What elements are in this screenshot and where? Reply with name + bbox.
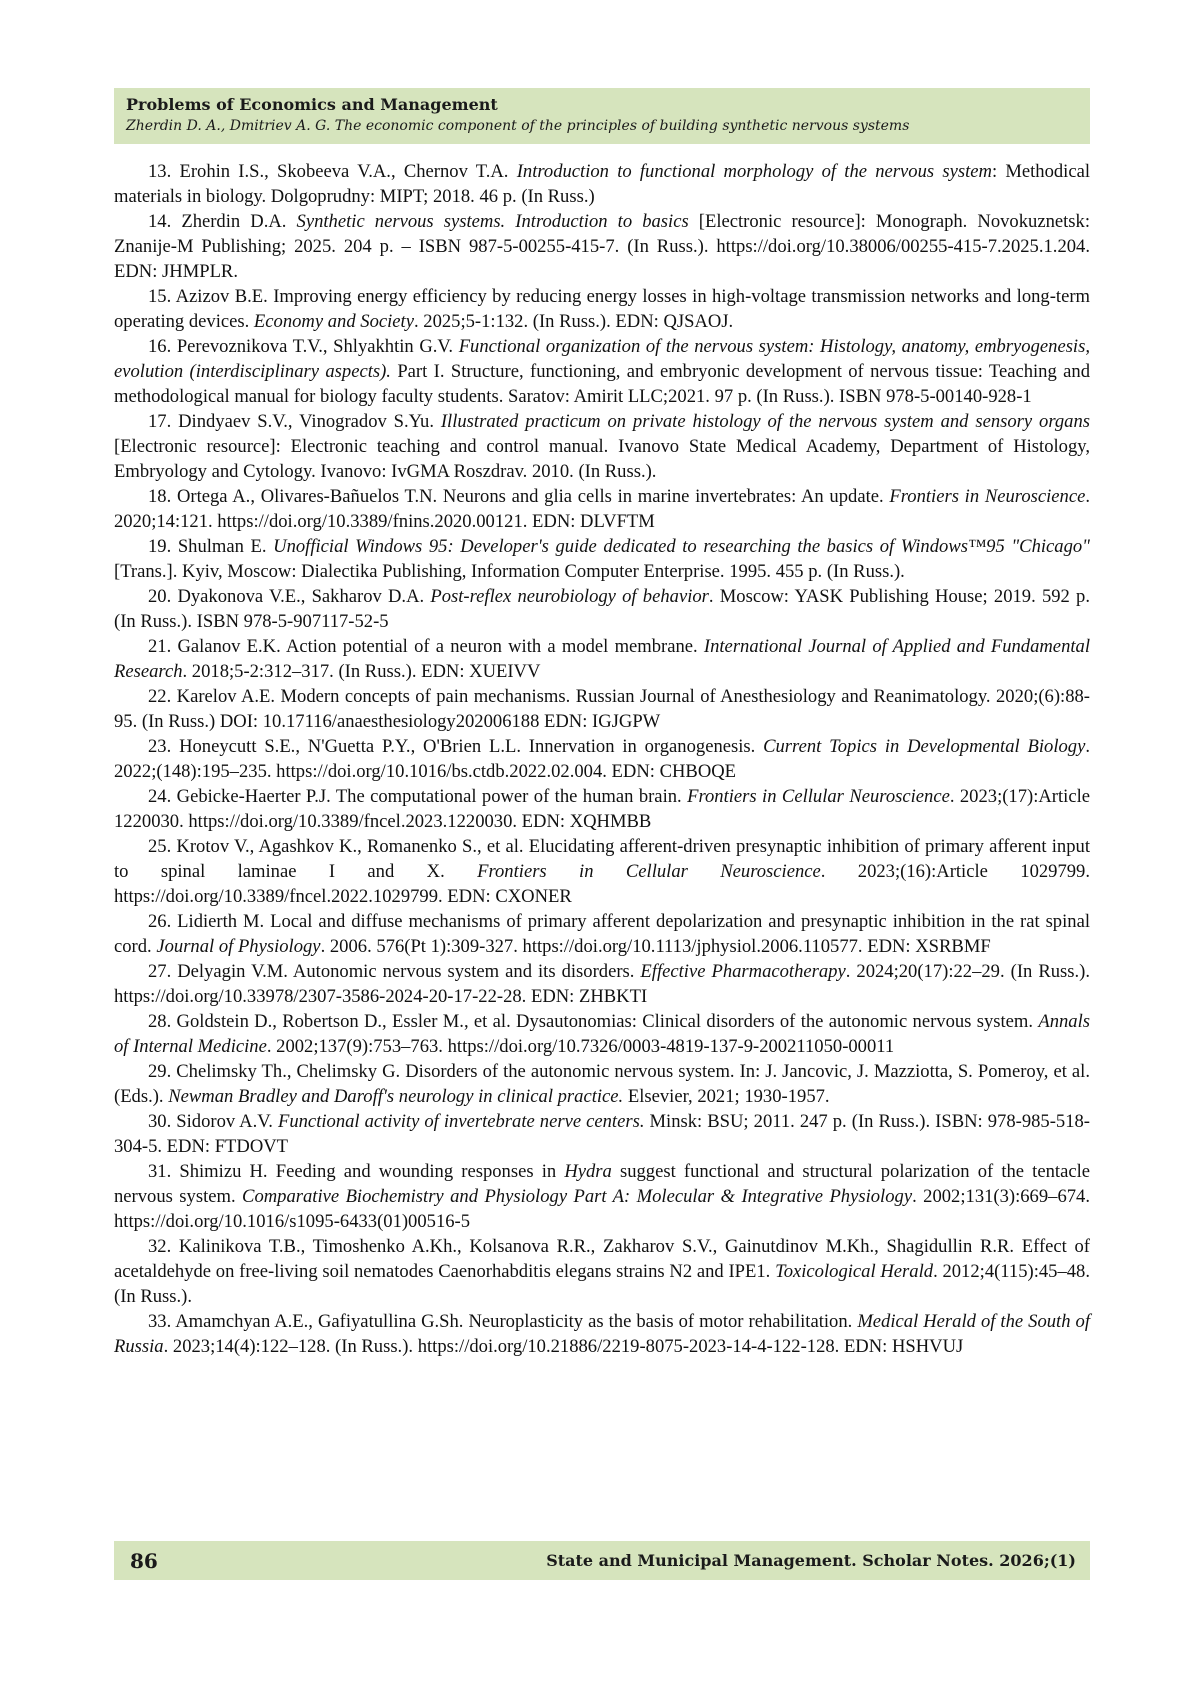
- reference-text: 31. Shimizu H. Feeding and wounding responses in: [148, 1161, 565, 1182]
- reference-text: 22. Karelov A.E. Modern concepts of pain mechanisms. Russian Journal of Anesthesiology and Reanimatology. 2020;(6):88-95. (In Russ.) DOI: 10.17116/anaesthesiology202006188 EDN: IGJGPW: [114, 686, 1090, 732]
- reference-text: 30. Sidorov A.V.: [148, 1111, 278, 1132]
- reference-text: 27. Delyagin V.M. Autonomic nervous system and its disorders.: [148, 961, 641, 982]
- reference-text: 32. Kalinikova T.B., Timoshenko A.Kh., Kolsanova R.R., Zakharov S.V., Gainutdinov M.Kh., Shagidullin R.R. Effect of acetaldehyde on free-living soil nematodes Caenorhabditis elegans strains N2 and IPE1.: [114, 1236, 1090, 1282]
- article-title: Zherdin D. A., Dmitriev A. G. The economic component of the principles of building synthetic nervous systems: [126, 118, 910, 134]
- reference-text: 29. Chelimsky Th., Chelimsky G. Disorders of the autonomic nervous system. In: J. Jancovic, J. Mazziotta, S. Pomeroy, et al. (Eds.).: [114, 1061, 1090, 1107]
- reference-item: [114, 584, 1090, 634]
- reference-source: Comparative Biochemistry and Physiology Part A: Molecular & Integrative Physiology: [242, 1186, 913, 1207]
- reference-item: [114, 209, 1090, 284]
- reference-item: [114, 159, 1090, 209]
- reference-text: 26. Lidierth M. Local and diffuse mechanisms of primary afferent depolarization and presynaptic inhibition in the rat spinal cord.: [114, 911, 1090, 957]
- reference-text: . 2002;137(9):753–763. https://doi.org/10.7326/0003-4819-137-9-200211050-00011: [266, 1036, 895, 1057]
- reference-text: 20. Dyakonova V.E., Sakharov D.A.: [148, 586, 431, 607]
- reference-source: Newman Bradley and Daroff's neurology in clinical practice.: [168, 1086, 624, 1107]
- reference-source: Toxicological Herald: [775, 1261, 934, 1282]
- reference-source: Synthetic nervous systems. Introduction to basics: [296, 211, 689, 232]
- reference-item: [114, 284, 1090, 334]
- reference-item: [114, 909, 1090, 959]
- footer-journal-title: State and Municipal Management. Scholar Notes. 2026;(1): [546, 1551, 1076, 1570]
- running-footer: [114, 1541, 1090, 1580]
- reference-text: . 2025;5-1:132. (In Russ.). EDN: QJSAOJ.: [413, 311, 734, 332]
- reference-text: [Trans.]. Kyiv, Moscow: Dialectika Publishing, Information Computer Enterprise. 1995. 455 p. (In Russ.).: [114, 561, 905, 582]
- reference-text: 21. Galanov E.K. Action potential of a neuron with a model membrane.: [148, 636, 704, 657]
- reference-item: [114, 534, 1090, 584]
- reference-text: 18. Ortega A., Olivares-Bañuelos T.N. Neurons and glia cells in marine invertebrates: An update.: [148, 486, 890, 507]
- reference-text: [Electronic resource]: Monograph. Novokuznetsk: Znanije-M Publishing; 2025. 204 p. – ISBN 987-5-00255-415-7. (In Russ.). https://doi.org/10.38006/00255-415-7.2025.1.204. EDN: JHMPLR.: [114, 211, 1090, 282]
- reference-item: [114, 1234, 1090, 1309]
- reference-item: [114, 409, 1090, 484]
- reference-text: 33. Amamchyan A.E., Gafiyatullina G.Sh. Neuroplasticity as the basis of motor rehabilitation.: [148, 1311, 858, 1332]
- reference-source: Frontiers in Cellular Neuroscience: [477, 861, 821, 882]
- reference-text: . 2023;14(4):122–128. (In Russ.). https://doi.org/10.21886/2219-8075-2023-14-4-122-128. EDN: HSHVUJ: [163, 1336, 964, 1357]
- reference-item: [114, 734, 1090, 784]
- journal-title: Problems of Economics and Management: [126, 95, 498, 114]
- reference-text: . 2024;20(17):22–29. (In Russ.). https://doi.org/10.33978/2307-3586-2024-20-17-22-28. EDN: ZHBKTI: [114, 961, 1090, 1007]
- reference-source: Frontiers in Neuroscience: [889, 486, 1086, 507]
- reference-source: Introduction to functional morphology of the nervous system: [516, 161, 992, 182]
- reference-item: [114, 334, 1090, 409]
- reference-item: [114, 484, 1090, 534]
- reference-item: [114, 1059, 1090, 1109]
- reference-item: [114, 784, 1090, 834]
- reference-text: 28. Goldstein D., Robertson D., Essler M., et al. Dysautonomias: Clinical disorders of the autonomic nervous system.: [148, 1011, 1039, 1032]
- reference-text: 17. Dindyaev S.V., Vinogradov S.Yu.: [148, 411, 441, 432]
- reference-source: Post-reflex neurobiology of behavior: [430, 586, 709, 607]
- reference-item: [114, 1159, 1090, 1234]
- page-number: 86: [130, 1548, 158, 1573]
- reference-text: . 2012;4(115):45–48. (In Russ.).: [114, 1261, 1090, 1307]
- reference-item: [114, 684, 1090, 734]
- reference-source: Illustrated practicum on private histology of the nervous system and sensory organs: [440, 411, 1090, 432]
- reference-source: Journal of Physiology: [156, 936, 321, 957]
- reference-text: : Methodical materials in biology. Dolgoprudny: MIPT; 2018. 46 p. (In Russ.): [114, 161, 1091, 207]
- reference-item: [114, 834, 1090, 909]
- reference-source: Effective Pharmacotherapy: [640, 961, 846, 982]
- reference-text: Elsevier, 2021; 1930-1957.: [623, 1086, 830, 1107]
- reference-text: . 2023;(17):Article 1220030. https://doi.org/10.3389/fncel.2023.1220030. EDN: XQHMBB: [114, 786, 1091, 832]
- reference-text: . 2006. 576(Pt 1):309-327. https://doi.org/10.1113/jphysiol.2006.110577. EDN: XSRBMF: [320, 936, 991, 957]
- reference-source: Annals of Internal Medicine: [114, 1011, 1090, 1057]
- reference-item: [114, 634, 1090, 684]
- reference-text: 19. Shulman E.: [148, 536, 274, 557]
- reference-text: . 2020;14:121. https://doi.org/10.3389/fnins.2020.00121. EDN: DLVFTM: [114, 486, 1090, 532]
- reference-text: 24. Gebicke-Haerter P.J. The computational power of the human brain.: [148, 786, 688, 807]
- reference-text: . Moscow: YASK Publishing House; 2019. 592 p. (In Russ.). ISBN 978-5-907117-52-5: [114, 586, 1090, 632]
- running-header: [114, 88, 1090, 144]
- reference-list: [114, 159, 1090, 1359]
- reference-text: [Electronic resource]: Electronic teaching and control manual. Ivanovo State Medical Academy, Department of Histology, Embryology and Cytology. Ivanovo: IvGMA Roszdrav. 2010. (In Russ.).: [114, 436, 1090, 482]
- reference-text: 13. Erohin I.S., Skobeeva V.A., Chernov T.A.: [148, 161, 517, 182]
- reference-text: Part I. Structure, functioning, and embryonic development of nervous tissue: Teaching and methodological manual for biology faculty students. Saratov: Amirit LLC;2021. 97 p. (In Russ.). ISBN 978-5-00140-928-1: [114, 361, 1090, 407]
- reference-text: 14. Zherdin D.A.: [148, 211, 297, 232]
- reference-text: 23. Honeycutt S.E., N'Guetta P.Y., O'Brien L.L. Innervation in organogenesis.: [148, 736, 764, 757]
- reference-source: International Journal of Applied and Fundamental Research: [114, 636, 1090, 682]
- reference-text: 15. Azizov B.E. Improving energy efficiency by reducing energy losses in high-voltage transmission networks and long-term operating devices.: [114, 286, 1090, 332]
- reference-text: 16. Perevoznikova T.V., Shlyakhtin G.V.: [148, 336, 459, 357]
- reference-text: suggest functional and structural polarization of the tentacle nervous system.: [114, 1161, 1090, 1207]
- reference-item: [114, 1109, 1090, 1159]
- reference-text: 25. Krotov V., Agashkov K., Romanenko S., et al. Elucidating afferent-driven presynaptic inhibition of primary afferent input to spinal laminae I and X.: [114, 836, 1090, 882]
- reference-source: Frontiers in Cellular Neuroscience: [687, 786, 950, 807]
- reference-text: . 2023;(16):Article 1029799. https://doi.org/10.3389/fncel.2022.1029799. EDN: CXONER: [114, 861, 1090, 907]
- reference-text: . 2018;5-2:312–317. (In Russ.). EDN: XUEIVV: [182, 661, 541, 682]
- reference-source: Economy and Society: [253, 311, 414, 332]
- reference-source: Hydra: [564, 1161, 612, 1182]
- reference-item: [114, 959, 1090, 1009]
- reference-text: . 2002;131(3):669–674. https://doi.org/10.1016/s1095-6433(01)00516-5: [114, 1186, 1090, 1232]
- reference-source: Functional activity of invertebrate nerve centers.: [277, 1111, 645, 1132]
- reference-source: Unofficial Windows 95: Developer's guide dedicated to researching the basics of Windows™95 "Chicago": [273, 536, 1090, 557]
- reference-item: [114, 1309, 1090, 1359]
- reference-text: Minsk: BSU; 2011. 247 p. (In Russ.). ISBN: 978-985-518-304-5. EDN: FTDOVT: [114, 1111, 1090, 1157]
- reference-source: Current Topics in Developmental Biology: [763, 736, 1086, 757]
- reference-text: . 2022;(148):195–235. https://doi.org/10.1016/bs.ctdb.2022.02.004. EDN: CHBOQE: [114, 736, 1090, 782]
- reference-source: Functional organization of the nervous system: Histology, anatomy, embryogenesis, evolution (interdisciplinary aspects).: [114, 336, 1090, 382]
- reference-source: Medical Herald of the South of Russia: [114, 1311, 1090, 1357]
- reference-item: [114, 1009, 1090, 1059]
